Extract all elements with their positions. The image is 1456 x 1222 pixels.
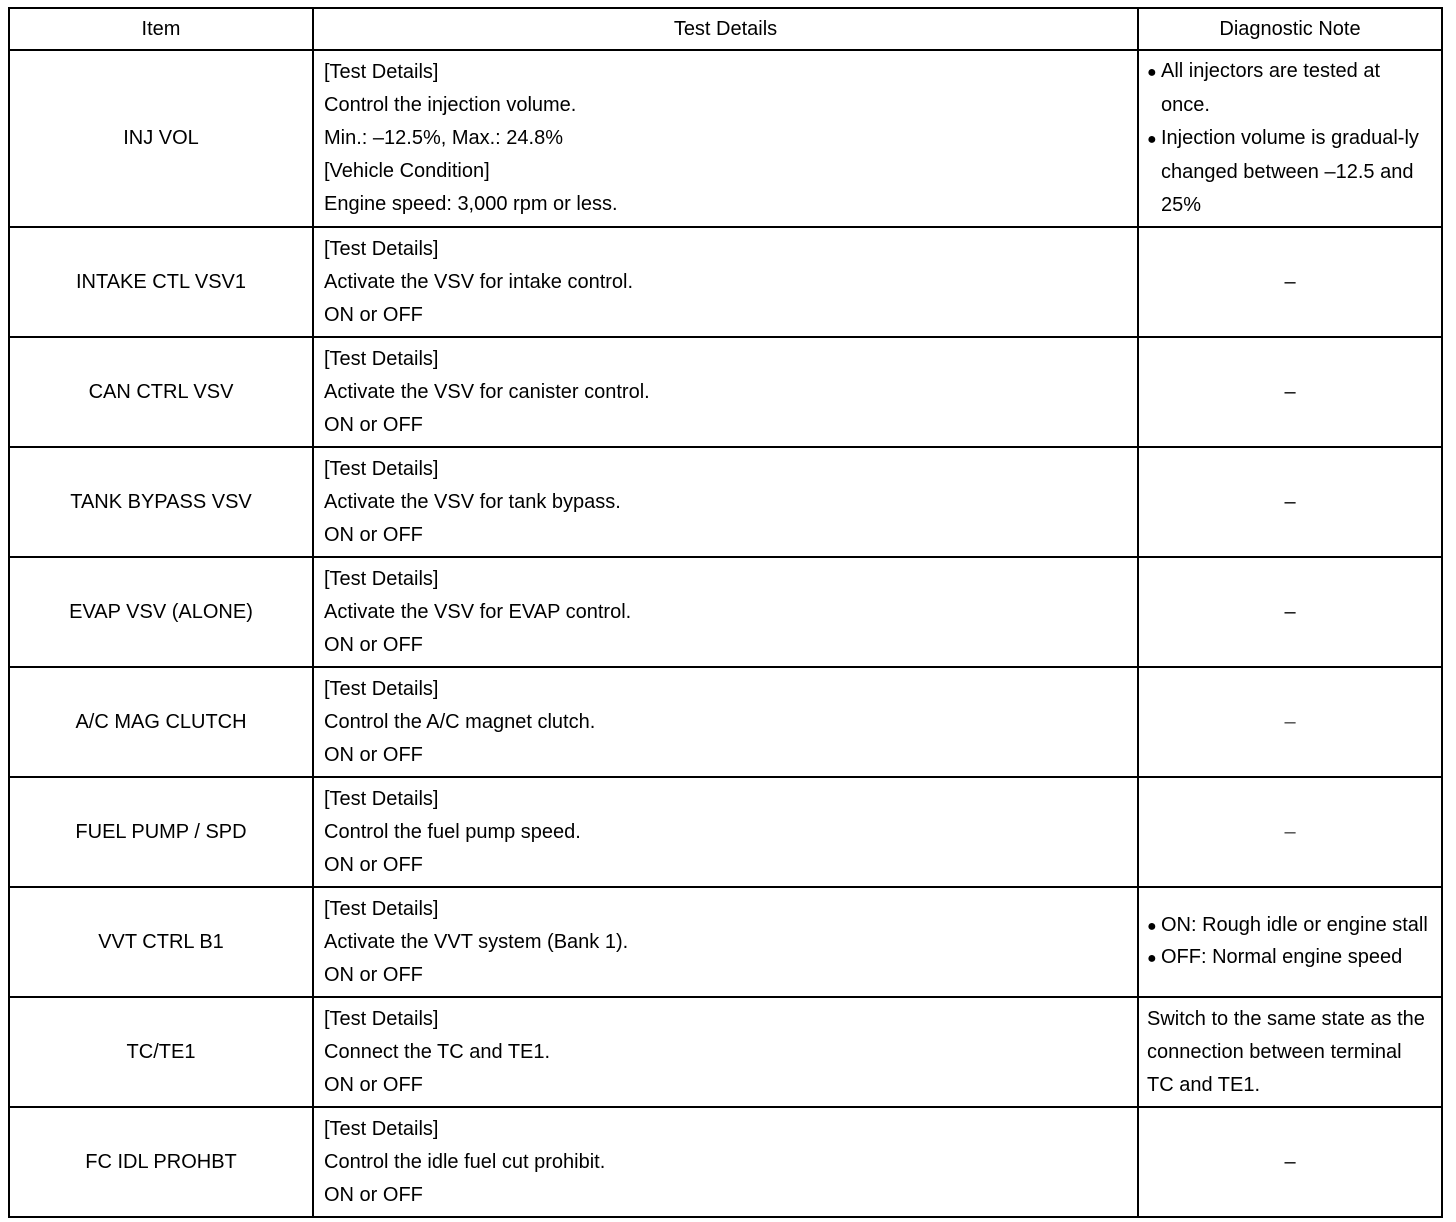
details-line: Engine speed: 3,000 rpm or less.: [324, 193, 618, 215]
bullet-icon: ●: [1147, 64, 1157, 81]
item-cell: FUEL PUMP / SPD: [9, 777, 313, 887]
test-details-cell: [313, 50, 1138, 227]
details-line: [Test Details]: [324, 897, 439, 920]
details-line: [Test Details]: [324, 1117, 439, 1140]
details-line: [Test Details]: [324, 677, 439, 700]
note-bullet-item: [1147, 942, 1433, 974]
diagnostic-note-cell: [1138, 557, 1442, 667]
details-line: Control the A/C magnet clutch.: [324, 710, 596, 733]
bullet-icon: ●: [1147, 950, 1157, 967]
details-line: ON or OFF: [324, 853, 423, 876]
test-details-cell: [313, 777, 1138, 887]
diagnostic-note-cell: [1138, 50, 1442, 227]
test-details-cell: [313, 227, 1138, 337]
details-line: Control the fuel pump speed.: [324, 820, 581, 843]
table-row: [9, 997, 1442, 1107]
note-dash: –: [1284, 1150, 1296, 1173]
item-cell: CAN CTRL VSV: [9, 337, 313, 447]
details-line: [Test Details]: [324, 61, 439, 83]
details-line: [Test Details]: [324, 347, 439, 370]
note-dash: –: [1284, 380, 1296, 403]
note-dash: –: [1284, 820, 1296, 843]
details-line: ON or OFF: [324, 1183, 423, 1206]
details-line: ON or OFF: [324, 1073, 423, 1096]
note-bullet-item: [1147, 55, 1433, 122]
note-bullet-item: [1147, 122, 1433, 222]
bullet-icon: ●: [1147, 918, 1157, 935]
note-dash: –: [1284, 490, 1296, 513]
details-line: Activate the VVT system (Bank 1).: [324, 930, 629, 953]
item-cell: A/C MAG CLUTCH: [9, 667, 313, 777]
note-dash: –: [1284, 270, 1296, 293]
item-cell: TANK BYPASS VSV: [9, 447, 313, 557]
details-line: [Test Details]: [324, 787, 439, 810]
details-line: ON or OFF: [324, 303, 423, 326]
diagnostic-note-cell: [1138, 887, 1442, 997]
details-line: Activate the VSV for canister control.: [324, 380, 650, 403]
table-row: [9, 777, 1442, 887]
bullet-icon: ●: [1147, 131, 1157, 148]
test-details-cell: [313, 557, 1138, 667]
test-details-cell: [313, 667, 1138, 777]
test-details-cell: [313, 887, 1138, 997]
test-details-cell: [313, 997, 1138, 1107]
diagnostic-note-cell: [1138, 667, 1442, 777]
note-bullet-item: [1147, 910, 1433, 942]
details-line: Control the injection volume.: [324, 94, 577, 116]
item-cell: FC IDL PROHBT: [9, 1107, 313, 1217]
details-line: [Test Details]: [324, 457, 439, 480]
details-line: Activate the VSV for intake control.: [324, 270, 634, 293]
header-row: [9, 8, 1442, 50]
test-details-cell: [313, 447, 1138, 557]
diagnostic-note-cell: [1138, 227, 1442, 337]
test-details-cell: [313, 337, 1138, 447]
item-cell: INTAKE CTL VSV1: [9, 227, 313, 337]
table-row: [9, 557, 1442, 667]
details-line: ON or OFF: [324, 633, 423, 656]
active-test-table: [8, 7, 1443, 1218]
details-line: [Vehicle Condition]: [324, 160, 490, 182]
details-line: Activate the VSV for EVAP control.: [324, 600, 632, 623]
details-line: Connect the TC and TE1.: [324, 1040, 551, 1063]
table-row: [9, 1107, 1442, 1217]
header-diagnostic-note: Diagnostic Note: [1138, 8, 1442, 50]
header-test-details: Test Details: [313, 8, 1138, 50]
diagnostic-note-cell: [1138, 1107, 1442, 1217]
item-cell: VVT CTRL B1: [9, 887, 313, 997]
note-bullet-text: Injection volume is gradual-ly changed between –12.5 and 25%: [1161, 127, 1419, 216]
table-row: [9, 227, 1442, 337]
details-line: Control the idle fuel cut prohibit.: [324, 1150, 606, 1173]
table-row: [9, 667, 1442, 777]
note-dash: –: [1284, 600, 1296, 623]
item-cell: EVAP VSV (ALONE): [9, 557, 313, 667]
details-line: [Test Details]: [324, 237, 439, 260]
table-row: [9, 447, 1442, 557]
diagnostic-note-cell: Switch to the same state as the connection between terminal TC and TE1.: [1138, 997, 1442, 1107]
details-line: [Test Details]: [324, 1007, 439, 1030]
details-line: Min.: –12.5%, Max.: 24.8%: [324, 127, 564, 149]
details-line: ON or OFF: [324, 743, 423, 766]
item-cell: TC/TE1: [9, 997, 313, 1107]
diagnostic-note-cell: [1138, 337, 1442, 447]
details-line: ON or OFF: [324, 523, 423, 546]
table-row: [9, 337, 1442, 447]
diagnostic-note-cell: [1138, 777, 1442, 887]
test-details-cell: [313, 1107, 1138, 1217]
table-row: [9, 887, 1442, 997]
note-bullet-text: ON: Rough idle or engine stall: [1161, 914, 1428, 936]
note-dash: –: [1284, 710, 1296, 733]
details-line: ON or OFF: [324, 413, 423, 436]
note-bullet-text: OFF: Normal engine speed: [1161, 946, 1403, 968]
note-bullet-text: All injectors are tested at once.: [1161, 60, 1380, 116]
diagnostic-note-cell: [1138, 447, 1442, 557]
details-line: [Test Details]: [324, 567, 439, 590]
header-item: Item: [9, 8, 313, 50]
details-line: Activate the VSV for tank bypass.: [324, 490, 621, 513]
item-cell: INJ VOL: [9, 50, 313, 227]
table-row: [9, 50, 1442, 227]
details-line: ON or OFF: [324, 963, 423, 986]
